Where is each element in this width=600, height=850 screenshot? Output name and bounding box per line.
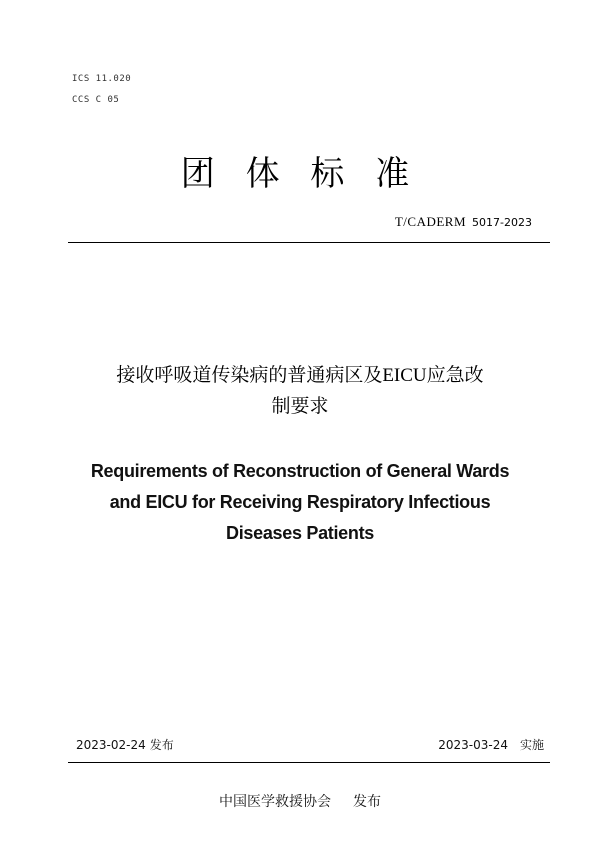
issue-date-value: 2023-02-24 [76,738,146,752]
publisher-name: 中国医学救援协会 [219,794,331,810]
english-title-line-1: Requirements of Reconstruction of General Wards [90,461,510,481]
chinese-title-part-1: 接收呼吸道传染病的普通病区及 [116,364,383,386]
chinese-title-part-2: 应急改 [426,364,484,386]
issue-date-label: 发布 [149,738,174,752]
standard-number-value: 5017-2023 [472,216,532,229]
ccs-code: CCS C 05 [72,95,120,105]
bottom-divider [68,762,550,763]
ics-code: ICS 11.020 [72,74,132,84]
standard-type-heading: 团 体 标 准 [180,154,420,194]
implementation-date-label: 实施 [519,738,544,752]
english-title-line-3: Diseases Patients [226,523,374,543]
standard-number-prefix: T/CADERM [394,214,467,229]
issue-date [76,736,174,753]
chinese-title-latin: EICU [382,365,427,386]
implementation-date [438,736,544,753]
english-title [60,456,540,549]
chinese-title [90,360,510,421]
publisher [0,791,600,811]
chinese-title-line-2: 制要求 [271,395,329,417]
implementation-date-value: 2023-03-24 [438,738,508,752]
chinese-title-line-1 [90,360,510,391]
publisher-label: 发布 [353,794,381,810]
top-divider [68,242,550,243]
standard-number [395,214,532,230]
english-title-line-2: and EICU for Receiving Respiratory Infectious [109,492,491,512]
